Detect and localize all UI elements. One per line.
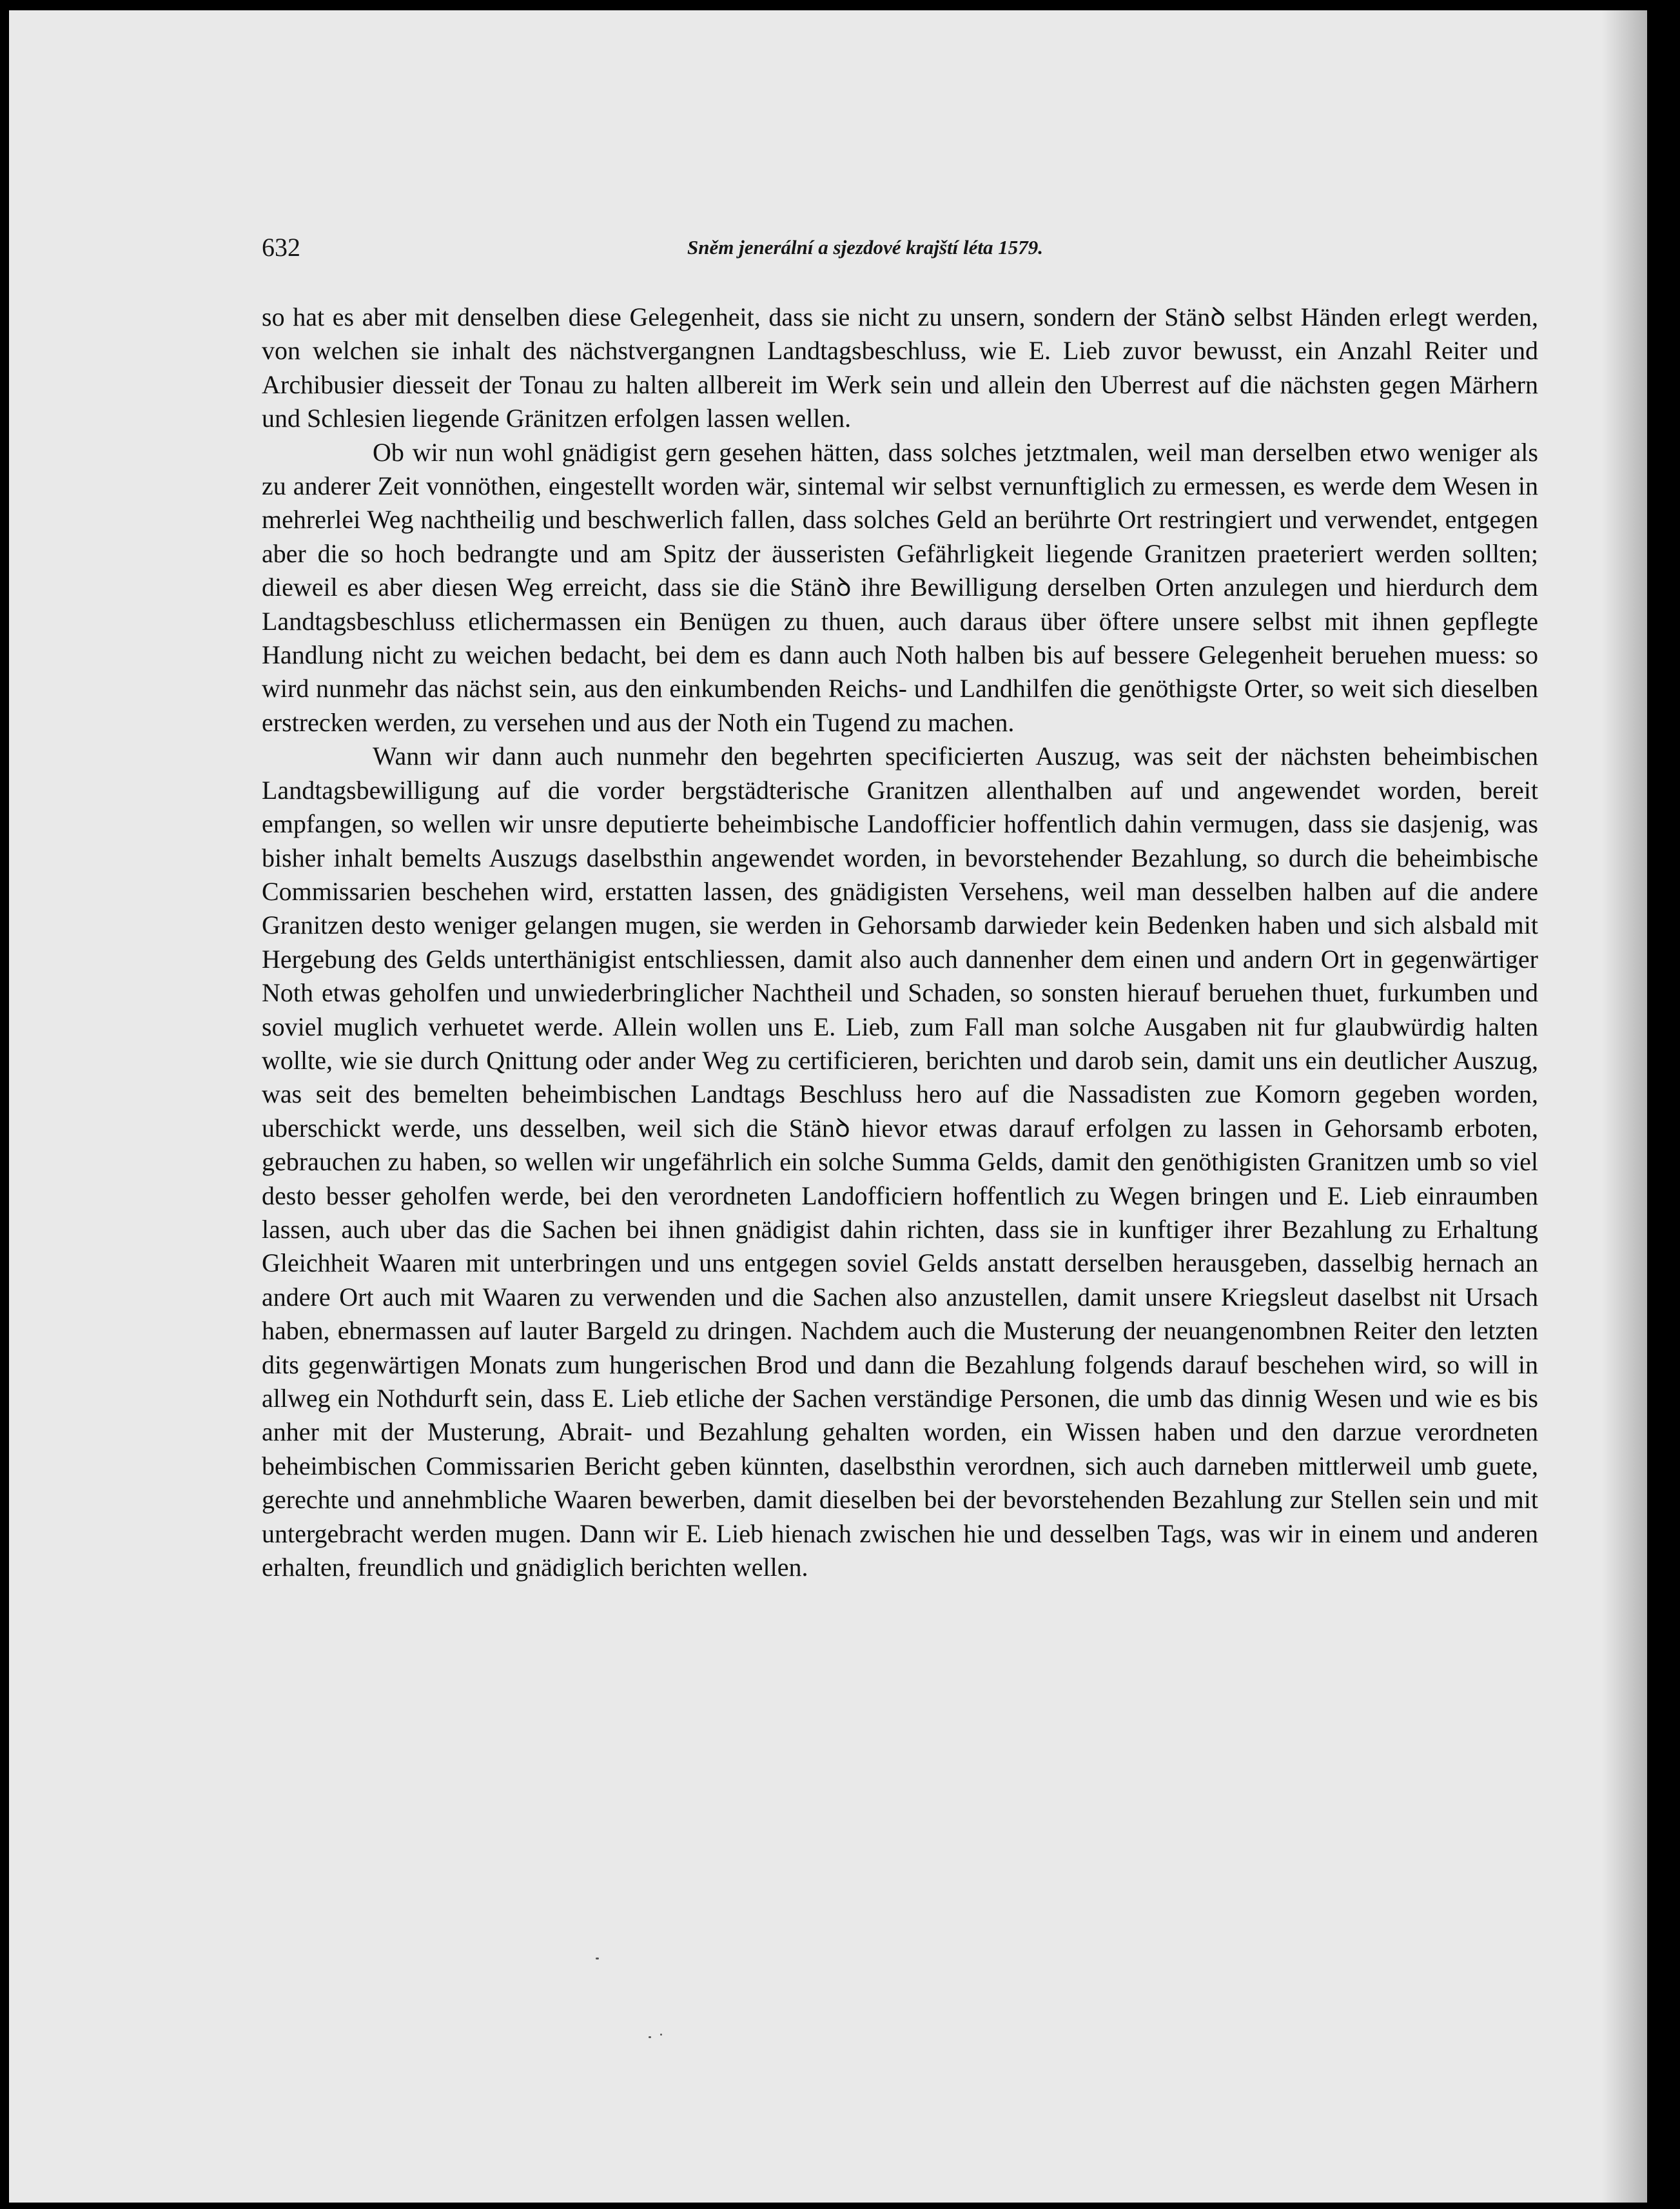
scan-speck [660,2034,662,2036]
document-page [9,10,1647,2203]
page-number: 632 [262,233,300,262]
page-edge-shadow [1602,10,1647,2203]
scan-specks [589,1951,667,2048]
scan-speck [649,2036,651,2038]
scan-speck [596,1958,599,1959]
paragraph-1: so hat es aber mit denselben diese Gelegenheit, dass sie nicht zu unsern, sondern der Stänꝺ selbst Händen erlegt werden, von welchen sie inhalt des nächstvergangnen Landtagsbeschluss, wie E. Lieb zuvor bewusst, ein Anzahl Reiter und Archibusier diesseit der Tonau zu halten allbereit im Werk sein und allein den Uberrest auf die nächsten gegen Märhern und Schlesien liegende Gränitzen erfolgen lassen wellen. [262,302,1538,433]
running-title: Sněm jenerální a sjezdové krajští léta 1579. [687,236,1043,259]
page-header [262,232,1138,271]
body-text [262,300,1538,1584]
paragraph-2: Ob wir nun wohl gnädigist gern gesehen hätten, dass solches jetztmalen, weil man derselben etwo weniger als zu anderer Zeit vonnöthen, eingestellt worden wär, sintemal wir selbst vernunftiglich zu ermessen, es werde dem Wesen in mehrerlei Weg nachtheilig und beschwerlich fallen, dass solches Geld an berührte Ort restringiert und verwendet, entgegen aber die so hoch bedrangte und am Spitz der äusseristen Gefährligkeit liegende Granitzen praeteriert werden sollten; dieweil es aber diesen Weg erreicht, dass sie die Stänꝺ ihre Bewilligung derselben Orten anzulegen und hierdurch dem Landtagsbeschluss etlichermassen ein Benügen zu thuen, auch daraus über öftere unsere selbst mit ihnen gepflegte Handlung nicht zu weichen bedacht, bei dem es dann auch Noth halben bis auf bessere Gelegenheit beruehen muess: so wird nunmehr das nächst sein, aus den einkumbenden Reichs- und Landhilfen die genöthigste Orter, so weit sich dieselben erstrecken werden, zu versehen und aus der Noth ein Tugend zu machen. [262,437,1538,737]
paragraph-3: Wann wir dann auch nunmehr den begehrten specificierten Auszug, was seit der nächsten beheimbischen Landtagsbewilligung auf die vorder bergstädterische Granitzen allenthalben auf und angewendet worden, bereit empfangen, so wellen wir unsre deputierte beheimbische Landofficier hoffentlich dahin vermugen, dass sie dasjenig, was bisher inhalt bemelts Auszugs daselbsthin angewendet worden, in bevorstehender Bezahlung, so durch die beheimbische Commissarien beschehen wird, erstatten lassen, des gnädigisten Versehens, weil man desselben halben auf die andere Granitzen desto weniger gelangen mugen, sie werden in Gehorsamb darwieder kein Bedenken haben und sich alsbald mit Hergebung des Gelds unterthänigist entschliessen, damit also auch dannenher dem einen und andern Ort in gegenwärtiger Noth etwas geholfen und unwiederbringlicher Nachtheil und Schaden, so sonsten hierauf beruehen thuet, furkumben und soviel muglich verhuetet werde. Allein wollen uns E. Lieb, zum Fall man solche Ausgaben nit fur glaubwürdig halten wollte, wie sie durch Qnittung oder ander Weg zu certificieren, berichten und darob sein, damit uns ein deutlicher Auszug, was seit des bemelten beheimbischen Landtags Beschluss hero auf die Nassadisten zue Komorn gegeben worden, uberschickt werde, uns desselben, weil sich die Stänꝺ hievor etwas darauf erfolgen zu lassen in Gehorsamb erboten, gebrauchen zu haben, so wellen wir ungefährlich ein solche Summa Gelds, damit den genöthigisten Granitzen umb so viel desto besser geholfen werde, bei den verordneten Landofficiern hoffentlich zu Wegen bringen und E. Lieb einraumben lassen, auch uber das die Sachen bei ihnen gnädigist dahin richten, dass sie in kunftiger ihrer Bezahlung zu Erhaltung Gleichheit Waaren mit unterbringen und uns entgegen soviel Gelds anstatt derselben herausgeben, dasselbig hernach an andere Ort auch mit Waaren zu verwenden und die Sachen also anzustellen, damit unsere Kriegsleut daselbst nit Ursach haben, ebnermassen auf lauter Bargeld zu dringen. Nachdem auch die Musterung der neuangenombnen Reiter den letzten dits gegenwärtigen Monats zum hungerischen Brod und dann die Bezahlung folgends darauf beschehen wird, so will in allweg ein Nothdurft sein, dass E. Lieb etliche der Sachen verständige Personen, die umb das dinnig Wesen und wie es bis anher mit der Musterung, Abrait- und Bezahlung gehalten worden, ein Wissen haben und den darzue verordneten beheimbischen Commissarien Bericht geben künnten, daselbsthin verordnen, sich auch darneben mittlerweil umb guete, gerechte und annehmbliche Waaren bewerben, damit dieselben bei der bevorstehenden Bezahlung zur Stellen sein und mit untergebracht werden mugen. Dann wir E. Lieb hienach zwischen hie und desselben Tags, was wir in einem und anderen erhalten, freundlich und gnädiglich berichten wellen. [262,741,1538,1582]
